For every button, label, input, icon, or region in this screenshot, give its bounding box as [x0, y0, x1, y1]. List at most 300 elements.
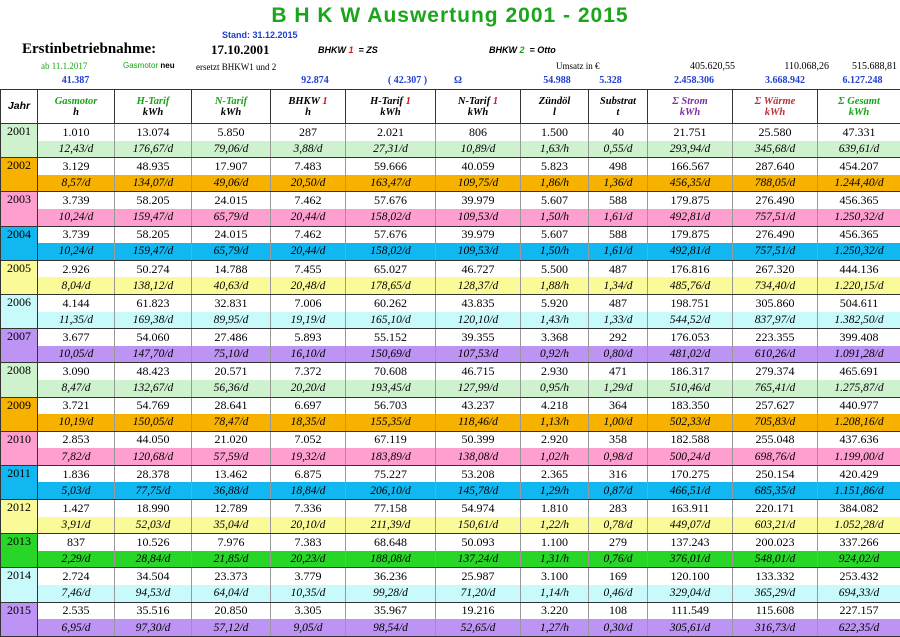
- value-cell: 59.666: [346, 158, 436, 175]
- value-cell: 837: [38, 534, 115, 551]
- per-day-cell: 694,33/d: [818, 585, 900, 602]
- total-gesamt: 6.127.248: [825, 75, 900, 86]
- per-day-cell: 109,53/d: [436, 243, 521, 260]
- value-cell: 456.365: [818, 192, 900, 209]
- per-day-cell: 18,84/d: [271, 482, 346, 499]
- table-row: [1, 124, 900, 141]
- value-cell: 170.275: [648, 465, 733, 482]
- per-day-cell: 510,46/d: [648, 380, 733, 397]
- per-day-cell: 10,24/d: [38, 209, 115, 226]
- value-cell: 35.967: [346, 602, 436, 619]
- value-cell: 137.243: [648, 534, 733, 551]
- value-cell: 2.930: [521, 363, 589, 380]
- table-row: [1, 260, 900, 277]
- per-day-cell: 145,78/d: [436, 482, 521, 499]
- value-cell: 48.935: [115, 158, 192, 175]
- per-day-cell: 0,78/d: [589, 517, 648, 534]
- per-day-row: [1, 448, 900, 465]
- value-cell: 255.048: [733, 431, 818, 448]
- per-day-cell: 837,97/d: [733, 312, 818, 329]
- value-cell: 23.373: [192, 568, 271, 585]
- per-day-cell: 485,76/d: [648, 277, 733, 294]
- value-cell: 2.853: [38, 431, 115, 448]
- table-row: [1, 158, 900, 175]
- value-cell: 47.331: [818, 124, 900, 141]
- per-day-cell: 705,83/d: [733, 414, 818, 431]
- total-substrat: 5.328: [581, 75, 640, 86]
- col-gesamt: Σ Gesamt kWh: [818, 90, 900, 124]
- per-day-cell: 0,80/d: [589, 346, 648, 363]
- per-day-cell: 107,53/d: [436, 346, 521, 363]
- per-day-cell: 35,04/d: [192, 517, 271, 534]
- per-day-cell: 36,88/d: [192, 482, 271, 499]
- per-day-cell: 56,36/d: [192, 380, 271, 397]
- value-cell: 257.627: [733, 397, 818, 414]
- per-day-cell: 1,61/d: [589, 243, 648, 260]
- per-day-row: [1, 551, 900, 568]
- per-day-cell: 57,59/d: [192, 448, 271, 465]
- per-day-cell: 128,37/d: [436, 277, 521, 294]
- total-zuendoel: 54.988: [515, 75, 599, 86]
- per-day-cell: 94,53/d: [115, 585, 192, 602]
- value-cell: 279: [589, 534, 648, 551]
- value-cell: 54.974: [436, 500, 521, 517]
- per-day-cell: 11,35/d: [38, 312, 115, 329]
- value-cell: 65.027: [346, 260, 436, 277]
- per-day-cell: 99,28/d: [346, 585, 436, 602]
- per-day-cell: 169,38/d: [115, 312, 192, 329]
- per-day-cell: 40,63/d: [192, 277, 271, 294]
- value-cell: 399.408: [818, 329, 900, 346]
- per-day-cell: 97,30/d: [115, 619, 192, 636]
- value-cell: 14.788: [192, 260, 271, 277]
- value-cell: 6.697: [271, 397, 346, 414]
- per-day-cell: 1,43/h: [521, 312, 589, 329]
- per-day-cell: 1,31/h: [521, 551, 589, 568]
- value-cell: 250.154: [733, 465, 818, 482]
- value-cell: 420.429: [818, 465, 900, 482]
- per-day-cell: 8,47/d: [38, 380, 115, 397]
- value-cell: 21.751: [648, 124, 733, 141]
- per-day-cell: 89,95/d: [192, 312, 271, 329]
- value-cell: 3.739: [38, 226, 115, 243]
- per-day-cell: 65,79/d: [192, 243, 271, 260]
- value-cell: 28.378: [115, 465, 192, 482]
- value-cell: 163.911: [648, 500, 733, 517]
- value-cell: 2.021: [346, 124, 436, 141]
- per-day-cell: 78,47/d: [192, 414, 271, 431]
- per-day-cell: 150,69/d: [346, 346, 436, 363]
- per-day-cell: 109,75/d: [436, 175, 521, 192]
- per-day-cell: 492,81/d: [648, 243, 733, 260]
- per-day-cell: 481,02/d: [648, 346, 733, 363]
- per-day-cell: 165,10/d: [346, 312, 436, 329]
- value-cell: 220.171: [733, 500, 818, 517]
- col-htarif: H-Tarif kWh: [115, 90, 192, 124]
- per-day-cell: 788,05/d: [733, 175, 818, 192]
- per-day-cell: 9,05/d: [271, 619, 346, 636]
- per-day-cell: 1.382,50/d: [818, 312, 900, 329]
- year-cell: 2002: [1, 158, 38, 192]
- per-day-cell: 0,92/h: [521, 346, 589, 363]
- per-day-cell: 138,12/d: [115, 277, 192, 294]
- value-cell: 25.580: [733, 124, 818, 141]
- per-day-cell: 12,43/d: [38, 141, 115, 158]
- per-day-cell: 19,32/d: [271, 448, 346, 465]
- per-day-cell: 610,26/d: [733, 346, 818, 363]
- value-cell: 5.920: [521, 294, 589, 311]
- per-day-cell: 155,35/d: [346, 414, 436, 431]
- per-day-cell: 138,08/d: [436, 448, 521, 465]
- per-day-cell: 3,88/d: [271, 141, 346, 158]
- value-cell: 75.227: [346, 465, 436, 482]
- value-cell: 364: [589, 397, 648, 414]
- per-day-cell: 158,02/d: [346, 209, 436, 226]
- value-cell: 58.205: [115, 226, 192, 243]
- per-day-cell: 19,19/d: [271, 312, 346, 329]
- value-cell: 1.010: [38, 124, 115, 141]
- value-cell: 5.607: [521, 226, 589, 243]
- per-day-row: [1, 209, 900, 226]
- value-cell: 3.090: [38, 363, 115, 380]
- value-cell: 57.676: [346, 226, 436, 243]
- per-day-row: [1, 141, 900, 158]
- value-cell: 2.920: [521, 431, 589, 448]
- table-row: [1, 602, 900, 619]
- per-day-cell: 159,47/d: [115, 243, 192, 260]
- value-cell: 43.237: [436, 397, 521, 414]
- value-cell: 7.976: [192, 534, 271, 551]
- evaluation-table: [0, 89, 900, 637]
- per-day-cell: 20,44/d: [271, 209, 346, 226]
- value-cell: 176.053: [648, 329, 733, 346]
- col-substrat: Substrat t: [589, 90, 648, 124]
- per-day-cell: 18,35/d: [271, 414, 346, 431]
- table-row: [1, 534, 900, 551]
- value-cell: 1.500: [521, 124, 589, 141]
- per-day-row: [1, 482, 900, 499]
- value-cell: 12.789: [192, 500, 271, 517]
- value-cell: 54.769: [115, 397, 192, 414]
- per-day-cell: 1,22/h: [521, 517, 589, 534]
- value-cell: 18.990: [115, 500, 192, 517]
- col-ntarif: N-Tarif kWh: [192, 90, 271, 124]
- per-day-cell: 449,07/d: [648, 517, 733, 534]
- value-cell: 2.724: [38, 568, 115, 585]
- per-day-cell: 1,34/d: [589, 277, 648, 294]
- per-day-cell: 137,24/d: [436, 551, 521, 568]
- year-cell: 2003: [1, 192, 38, 226]
- per-day-cell: 206,10/d: [346, 482, 436, 499]
- year-cell: 2004: [1, 226, 38, 260]
- umsatz-strom: 405.620,55: [650, 61, 735, 72]
- year-cell: 2005: [1, 260, 38, 294]
- per-day-cell: 1,00/d: [589, 414, 648, 431]
- value-cell: 24.015: [192, 226, 271, 243]
- per-day-cell: 134,07/d: [115, 175, 192, 192]
- per-day-cell: 118,46/d: [436, 414, 521, 431]
- value-cell: 471: [589, 363, 648, 380]
- value-cell: 56.703: [346, 397, 436, 414]
- per-day-row: [1, 414, 900, 431]
- col-waerme: Σ Wärme kWh: [733, 90, 818, 124]
- per-day-cell: 1,29/d: [589, 380, 648, 397]
- value-cell: 39.979: [436, 226, 521, 243]
- value-cell: 7.383: [271, 534, 346, 551]
- value-cell: 53.208: [436, 465, 521, 482]
- per-day-cell: 52,65/d: [436, 619, 521, 636]
- per-day-cell: 685,35/d: [733, 482, 818, 499]
- per-day-cell: 293,94/d: [648, 141, 733, 158]
- value-cell: 7.462: [271, 192, 346, 209]
- per-day-cell: 10,89/d: [436, 141, 521, 158]
- per-day-cell: 20,23/d: [271, 551, 346, 568]
- value-cell: 60.262: [346, 294, 436, 311]
- value-cell: 588: [589, 226, 648, 243]
- per-day-cell: 52,03/d: [115, 517, 192, 534]
- per-day-cell: 1,50/h: [521, 243, 589, 260]
- per-day-cell: 120,10/d: [436, 312, 521, 329]
- value-cell: 13.074: [115, 124, 192, 141]
- per-day-row: [1, 346, 900, 363]
- per-day-cell: 163,47/d: [346, 175, 436, 192]
- per-day-cell: 1.151,86/d: [818, 482, 900, 499]
- per-day-cell: 10,35/d: [271, 585, 346, 602]
- per-day-cell: 64,04/d: [192, 585, 271, 602]
- per-day-cell: 77,75/d: [115, 482, 192, 499]
- value-cell: 437.636: [818, 431, 900, 448]
- per-day-cell: 27,31/d: [346, 141, 436, 158]
- per-day-cell: 2,29/d: [38, 551, 115, 568]
- per-day-cell: 376,01/d: [648, 551, 733, 568]
- per-day-row: [1, 380, 900, 397]
- per-day-cell: 734,40/d: [733, 277, 818, 294]
- year-cell: 2013: [1, 534, 38, 568]
- value-cell: 2.365: [521, 465, 589, 482]
- value-cell: 54.060: [115, 329, 192, 346]
- value-cell: 487: [589, 260, 648, 277]
- table-row: [1, 431, 900, 448]
- table-row: [1, 363, 900, 380]
- per-day-cell: 79,06/d: [192, 141, 271, 158]
- value-cell: 305.860: [733, 294, 818, 311]
- per-day-cell: 150,61/d: [436, 517, 521, 534]
- per-day-cell: 57,12/d: [192, 619, 271, 636]
- table-row: [1, 192, 900, 209]
- col-gasmotor: Gasmotor h: [38, 90, 115, 124]
- total-strom: 2.458.306: [648, 75, 740, 86]
- per-day-cell: 1.275,87/d: [818, 380, 900, 397]
- value-cell: 3.368: [521, 329, 589, 346]
- per-day-cell: 20,48/d: [271, 277, 346, 294]
- per-day-cell: 1,88/h: [521, 277, 589, 294]
- total-gasmotor: 41.387: [37, 75, 114, 86]
- per-day-cell: 1.250,32/d: [818, 209, 900, 226]
- value-cell: 19.216: [436, 602, 521, 619]
- umsatz-gesamt: 515.688,81: [820, 61, 897, 72]
- value-cell: 39.355: [436, 329, 521, 346]
- value-cell: 40.059: [436, 158, 521, 175]
- per-day-cell: 98,54/d: [346, 619, 436, 636]
- per-day-cell: 1.091,28/d: [818, 346, 900, 363]
- per-day-cell: 0,95/h: [521, 380, 589, 397]
- value-cell: 28.641: [192, 397, 271, 414]
- erstinbetriebnahme-label: Erstinbetriebnahme:: [22, 41, 156, 58]
- value-cell: 32.831: [192, 294, 271, 311]
- value-cell: 200.023: [733, 534, 818, 551]
- per-day-row: [1, 277, 900, 294]
- per-day-cell: 765,41/d: [733, 380, 818, 397]
- year-cell: 2014: [1, 568, 38, 602]
- value-cell: 276.490: [733, 226, 818, 243]
- value-cell: 7.455: [271, 260, 346, 277]
- value-cell: 3.677: [38, 329, 115, 346]
- value-cell: 276.490: [733, 192, 818, 209]
- value-cell: 50.093: [436, 534, 521, 551]
- value-cell: 1.810: [521, 500, 589, 517]
- per-day-cell: 211,39/d: [346, 517, 436, 534]
- per-day-cell: 1,86/h: [521, 175, 589, 192]
- bhkw1-legend: BHKW 1 = ZS: [318, 45, 378, 55]
- year-cell: 2012: [1, 500, 38, 534]
- per-day-cell: 0,76/d: [589, 551, 648, 568]
- per-day-cell: 3,91/d: [38, 517, 115, 534]
- value-cell: 186.317: [648, 363, 733, 380]
- value-cell: 287.640: [733, 158, 818, 175]
- value-cell: 25.987: [436, 568, 521, 585]
- value-cell: 179.875: [648, 192, 733, 209]
- value-cell: 55.152: [346, 329, 436, 346]
- per-day-cell: 21,85/d: [192, 551, 271, 568]
- per-day-cell: 150,05/d: [115, 414, 192, 431]
- value-cell: 487: [589, 294, 648, 311]
- value-cell: 806: [436, 124, 521, 141]
- value-cell: 10.526: [115, 534, 192, 551]
- value-cell: 50.274: [115, 260, 192, 277]
- ersetzt-note: ersetzt BHKW1 und 2: [196, 62, 276, 72]
- table-row: [1, 500, 900, 517]
- year-cell: 2008: [1, 363, 38, 397]
- value-cell: 454.207: [818, 158, 900, 175]
- per-day-cell: 0,98/d: [589, 448, 648, 465]
- value-cell: 4.144: [38, 294, 115, 311]
- per-day-cell: 0,55/d: [589, 141, 648, 158]
- value-cell: 2.535: [38, 602, 115, 619]
- per-day-cell: 1,27/h: [521, 619, 589, 636]
- value-cell: 337.266: [818, 534, 900, 551]
- per-day-cell: 365,29/d: [733, 585, 818, 602]
- value-cell: 5.893: [271, 329, 346, 346]
- per-day-cell: 178,65/d: [346, 277, 436, 294]
- value-cell: 3.779: [271, 568, 346, 585]
- value-cell: 133.332: [733, 568, 818, 585]
- value-cell: 279.374: [733, 363, 818, 380]
- per-day-cell: 1,36/d: [589, 175, 648, 192]
- value-cell: 358: [589, 431, 648, 448]
- page-title: B H K W Auswertung 2001 - 2015: [0, 4, 900, 28]
- per-day-cell: 345,68/d: [733, 141, 818, 158]
- per-day-cell: 147,70/d: [115, 346, 192, 363]
- value-cell: 7.336: [271, 500, 346, 517]
- value-cell: 179.875: [648, 226, 733, 243]
- value-cell: 24.015: [192, 192, 271, 209]
- value-cell: 35.516: [115, 602, 192, 619]
- value-cell: 3.305: [271, 602, 346, 619]
- value-cell: 46.715: [436, 363, 521, 380]
- value-cell: 44.050: [115, 431, 192, 448]
- year-cell: 2007: [1, 329, 38, 363]
- value-cell: 316: [589, 465, 648, 482]
- per-day-cell: 28,84/d: [115, 551, 192, 568]
- value-cell: 7.462: [271, 226, 346, 243]
- value-cell: 5.607: [521, 192, 589, 209]
- value-cell: 4.218: [521, 397, 589, 414]
- value-cell: 58.205: [115, 192, 192, 209]
- value-cell: 120.100: [648, 568, 733, 585]
- value-cell: 456.365: [818, 226, 900, 243]
- per-day-cell: 1,14/h: [521, 585, 589, 602]
- per-day-cell: 544,52/d: [648, 312, 733, 329]
- total-bhkw1: 92.874: [270, 75, 360, 86]
- per-day-cell: 75,10/d: [192, 346, 271, 363]
- total-waerme: 3.668.942: [739, 75, 831, 86]
- per-day-cell: 188,08/d: [346, 551, 436, 568]
- value-cell: 183.350: [648, 397, 733, 414]
- value-cell: 169: [589, 568, 648, 585]
- value-cell: 43.835: [436, 294, 521, 311]
- value-cell: 182.588: [648, 431, 733, 448]
- per-day-cell: 1.199,00/d: [818, 448, 900, 465]
- ab-date: ab 11.1.2017: [41, 61, 87, 71]
- per-day-cell: 193,45/d: [346, 380, 436, 397]
- value-cell: 20.850: [192, 602, 271, 619]
- value-cell: 68.648: [346, 534, 436, 551]
- per-day-cell: 316,73/d: [733, 619, 818, 636]
- per-day-cell: 1,29/h: [521, 482, 589, 499]
- value-cell: 504.611: [818, 294, 900, 311]
- value-cell: 444.136: [818, 260, 900, 277]
- value-cell: 115.608: [733, 602, 818, 619]
- per-day-cell: 639,61/d: [818, 141, 900, 158]
- value-cell: 166.567: [648, 158, 733, 175]
- value-cell: 7.483: [271, 158, 346, 175]
- erstinbetriebnahme-date: 17.10.2001: [211, 42, 270, 58]
- per-day-cell: 10,24/d: [38, 243, 115, 260]
- per-day-cell: 466,51/d: [648, 482, 733, 499]
- per-day-cell: 548,01/d: [733, 551, 818, 568]
- umsatz-label: Umsatz in €: [556, 61, 600, 71]
- value-cell: 57.676: [346, 192, 436, 209]
- value-cell: 223.355: [733, 329, 818, 346]
- value-cell: 13.462: [192, 465, 271, 482]
- year-cell: 2001: [1, 124, 38, 158]
- year-cell: 2010: [1, 431, 38, 465]
- value-cell: 20.571: [192, 363, 271, 380]
- per-day-cell: 20,20/d: [271, 380, 346, 397]
- value-cell: 1.100: [521, 534, 589, 551]
- per-day-cell: 6,95/d: [38, 619, 115, 636]
- table-row: [1, 397, 900, 414]
- per-day-cell: 10,19/d: [38, 414, 115, 431]
- value-cell: 50.399: [436, 431, 521, 448]
- per-day-cell: 1,02/h: [521, 448, 589, 465]
- col-bhkw1: BHKW 1 h: [271, 90, 346, 124]
- per-day-cell: 603,21/d: [733, 517, 818, 534]
- per-day-cell: 8,57/d: [38, 175, 115, 192]
- per-day-cell: 1.250,32/d: [818, 243, 900, 260]
- value-cell: 292: [589, 329, 648, 346]
- per-day-cell: 757,51/d: [733, 209, 818, 226]
